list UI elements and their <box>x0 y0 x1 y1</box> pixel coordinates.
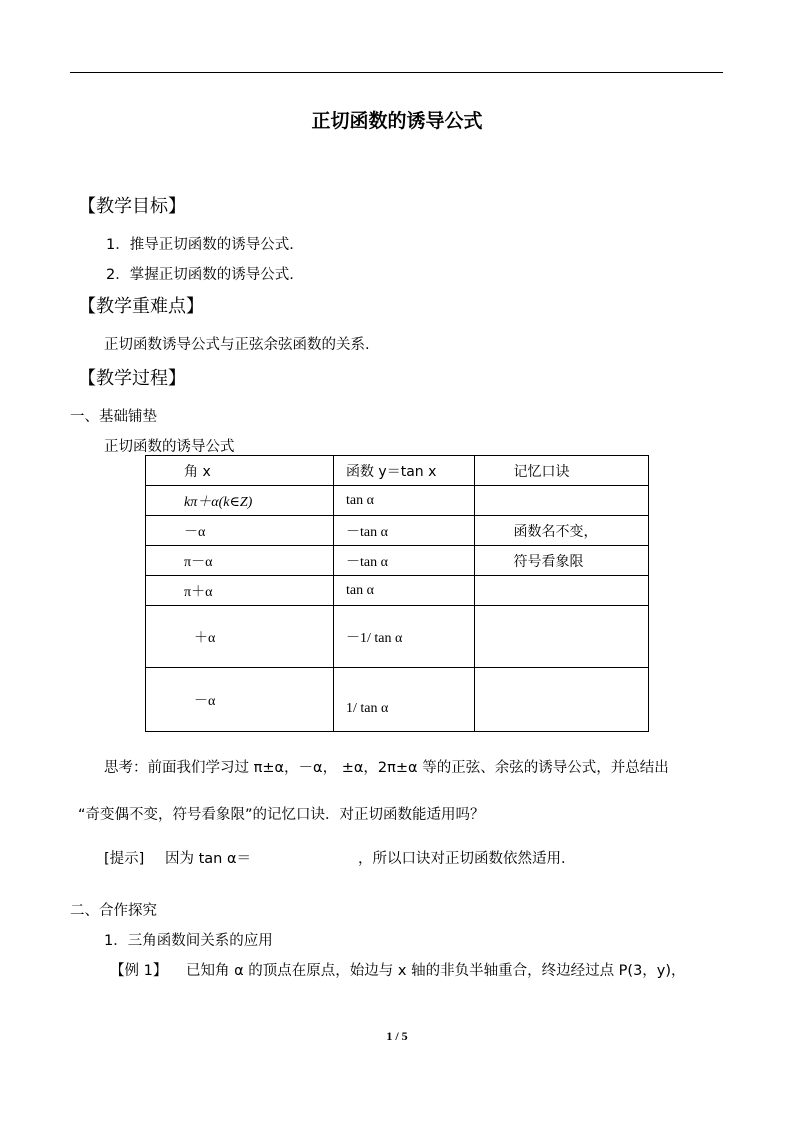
hint-text-b: ，所以口诀对正切函数依然适用． <box>358 851 576 867</box>
table-cell <box>475 668 649 732</box>
example-text: 已知角 α 的顶点在原点，始边与 x 轴的非负半轴重合，终边经过点 P(3，y)， <box>186 963 686 979</box>
part2-heading: 二、合作探究 <box>70 903 157 919</box>
part1-subheading: 正切函数的诱导公式 <box>104 439 235 455</box>
think-line-2: “奇变偶不变，符号看象限”的记忆口诀．对正切函数能适用吗？ <box>78 807 485 823</box>
table-cell: tan α <box>333 576 475 606</box>
table-row <box>146 486 649 516</box>
goal-item-2: 2．掌握正切函数的诱导公式. <box>106 267 294 283</box>
hint-text-a: 因为 tan α＝ <box>165 851 252 867</box>
table-cell: －α <box>146 516 334 546</box>
table-cell: －1/ tan α <box>333 606 475 668</box>
table-row <box>146 606 649 668</box>
table-row <box>146 668 649 732</box>
table-header-cell: 角 x <box>146 456 334 486</box>
table-cell: ＋α <box>146 606 334 668</box>
table-cell: 函数名不变， <box>475 516 649 546</box>
table-header-cell: 记忆口诀 <box>475 456 649 486</box>
table-cell: －tan α <box>333 516 475 546</box>
formula-table <box>145 455 649 732</box>
table-cell: 1/ tan α <box>333 668 475 732</box>
table-cell: kπ＋α(k∈Z) <box>146 486 334 516</box>
table-cell: 符号看象限 <box>475 546 649 576</box>
table-cell <box>475 606 649 668</box>
process-heading: 【教学过程】 <box>78 368 186 389</box>
table-header-row <box>146 456 649 486</box>
table-cell <box>475 576 649 606</box>
page-title: 正切函数的诱导公式 <box>311 110 483 132</box>
table-row <box>146 576 649 606</box>
goal-item-1: 1．推导正切函数的诱导公式. <box>106 237 294 253</box>
table-row <box>146 516 649 546</box>
key-heading: 【教学重难点】 <box>78 296 204 317</box>
header-rule <box>70 72 723 73</box>
think-line-1: 思考：前面我们学习过 π±α，－α， ±α，2π±α 等的正弦、余弦的诱导公式，并总结出 <box>104 760 669 776</box>
table-cell: π－α <box>146 546 334 576</box>
example-label: 【例 1】 <box>110 963 168 979</box>
table-cell: －tan α <box>333 546 475 576</box>
part1-heading: 一、基础铺垫 <box>70 409 157 425</box>
goals-heading: 【教学目标】 <box>78 196 186 217</box>
page-number: 1 / 5 <box>386 1029 408 1043</box>
table-cell: tan α <box>333 486 475 516</box>
table-cell: π＋α <box>146 576 334 606</box>
hint-label: [提示] <box>104 851 145 867</box>
table-cell <box>475 486 649 516</box>
table-row <box>146 546 649 576</box>
table-cell: －α <box>146 668 334 732</box>
key-text: 正切函数诱导公式与正弦余弦函数的关系. <box>104 337 370 353</box>
part2-subheading: 1．三角函数间关系的应用 <box>104 933 273 949</box>
table-header-cell: 函数 y＝tan x <box>333 456 475 486</box>
